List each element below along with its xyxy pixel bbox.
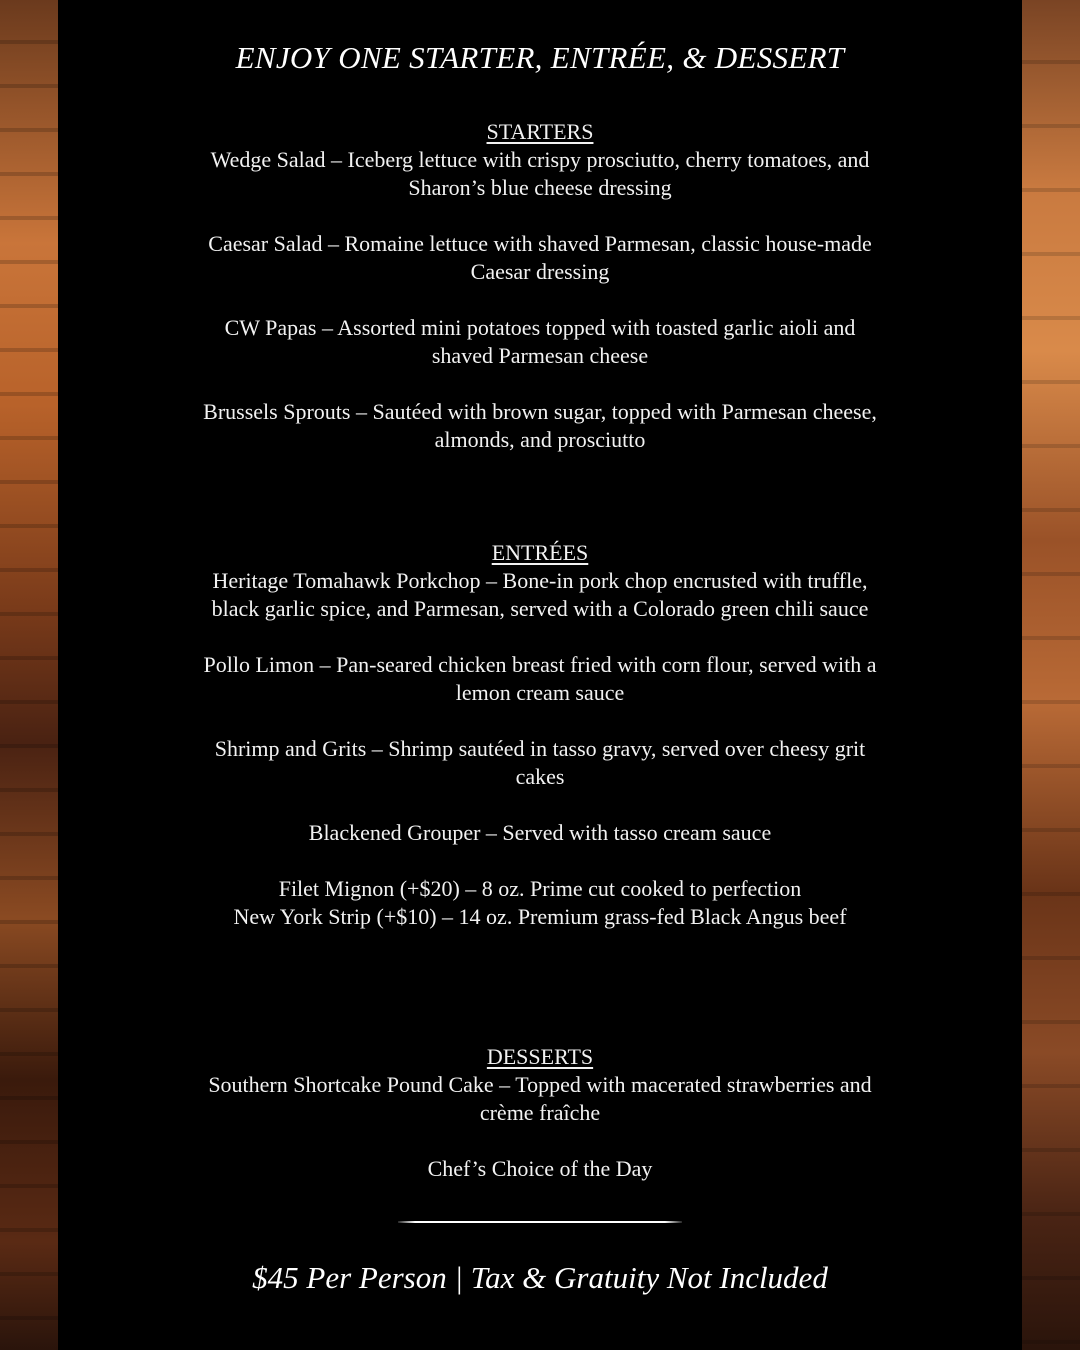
starter-item-caesar-salad: Caesar Salad – Romaine lettuce with shaved Parmesan, classic house-made Caesar dressing <box>208 231 872 284</box>
price-footer: $45 Per Person | Tax & Gratuity Not Included <box>252 1260 828 1295</box>
starter-item-wedge-salad: Wedge Salad – Iceberg lettuce with crispy prosciutto, cherry tomatoes, and Sharon’s blue cheese dressing <box>210 147 870 200</box>
desserts-section <box>58 1043 1022 1183</box>
entrees-title: ENTRÉES <box>491 540 589 565</box>
entree-item-porkchop: Heritage Tomahawk Porkchop – Bone-in pork chop encrusted with truffle, black garlic spice, and Parmesan, served with a Colorado green chili sauce <box>211 568 869 621</box>
background-photo-right <box>1022 0 1080 1350</box>
dessert-item-chefs-choice: Chef’s Choice of the Day <box>427 1156 653 1181</box>
entree-item-new-york-strip: New York Strip (+$10) – 14 oz. Premium grass-fed Black Angus beef <box>233 904 847 929</box>
starters-title: STARTERS <box>486 119 594 144</box>
menu-panel <box>58 0 1022 1350</box>
starters-section <box>58 118 1022 454</box>
starter-item-cw-papas: CW Papas – Assorted mini potatoes topped with toasted garlic aioli and shaved Parmesan cheese <box>224 315 856 368</box>
menu-heading: ENJOY ONE STARTER, ENTRÉE, & DESSERT <box>235 40 845 75</box>
entrees-section <box>58 539 1022 931</box>
dessert-item-shortcake: Southern Shortcake Pound Cake – Topped with macerated strawberries and crème fraîche <box>208 1072 872 1125</box>
background-photo-left <box>0 0 58 1350</box>
divider-line <box>398 1221 682 1223</box>
entree-item-pollo-limon: Pollo Limon – Pan-seared chicken breast fried with corn flour, served with a lemon cream sauce <box>203 652 877 705</box>
desserts-title: DESSERTS <box>486 1044 594 1069</box>
entree-item-blackened-grouper: Blackened Grouper – Served with tasso cream sauce <box>308 820 772 845</box>
starter-item-brussels-sprouts: Brussels Sprouts – Sautéed with brown sugar, topped with Parmesan cheese, almonds, and prosciutto <box>203 399 877 452</box>
entree-item-shrimp-grits: Shrimp and Grits – Shrimp sautéed in tasso gravy, served over cheesy grit cakes <box>214 736 866 789</box>
entree-item-filet-mignon: Filet Mignon (+$20) – 8 oz. Prime cut cooked to perfection <box>278 876 802 901</box>
